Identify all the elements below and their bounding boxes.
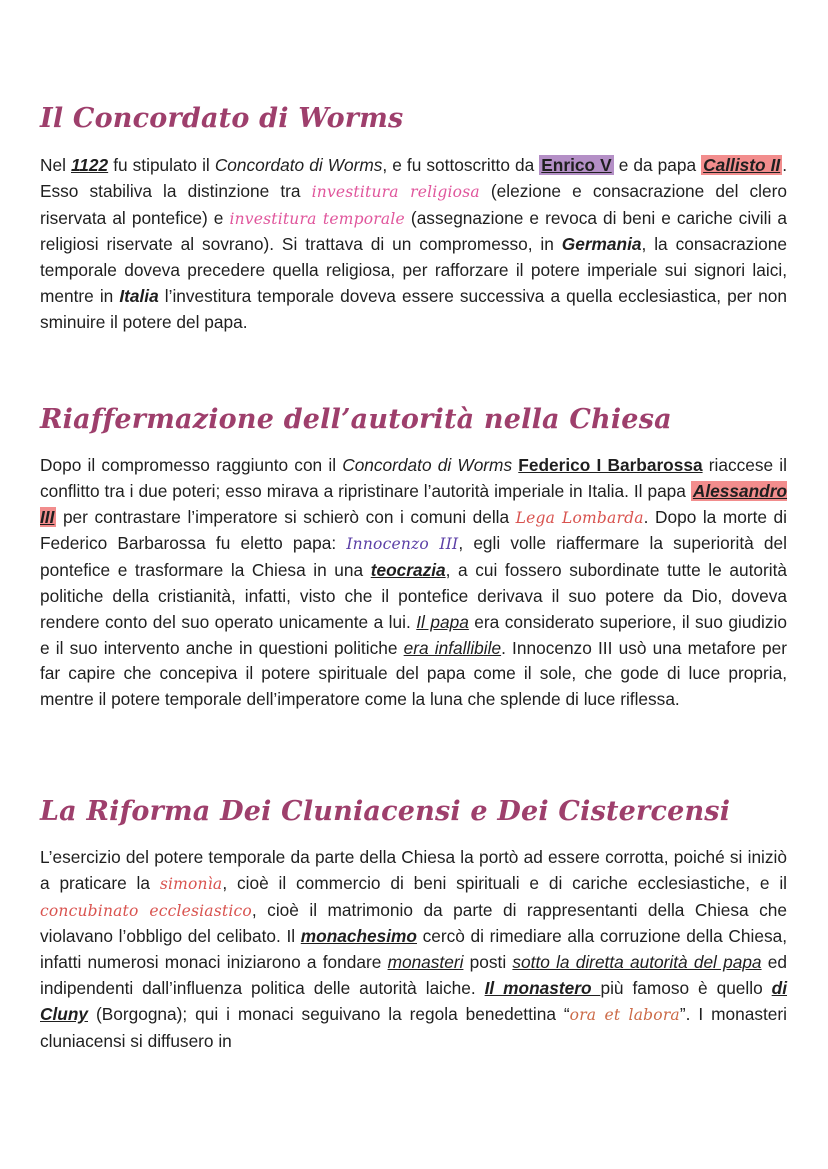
section-title-concordato: Il Concordato di Worms	[40, 103, 404, 134]
simonia-term: simonìa	[159, 874, 223, 893]
investitura-temporale-term: investitura temporale	[229, 209, 405, 228]
ora-et-labora-term: ora et labora	[569, 1005, 680, 1024]
year-1122: 1122	[70, 155, 109, 175]
callisto-ii-highlight: Callisto II	[703, 155, 781, 175]
section-title-riaffermazione: Riaffermazione dell’autorità nella Chiesa	[40, 404, 672, 435]
enrico-v-highlight: Enrico V	[541, 155, 612, 175]
lega-lombarda-term: Lega Lombarda	[515, 508, 644, 527]
innocenzo-iii-term: Innocenzo III	[346, 535, 459, 554]
concubinato-term: concubinato ecclesiastico	[40, 901, 252, 920]
paragraph-riaffermazione: Dopo il compromesso raggiunto con il Concordato di Worms Federico I Barbarossa riaccese il conflitto tra i due poteri; esso mirava a ripristinare l’autorità imperiale in Italia. Il papa Alessandro III per contrastare l’imperatore si schierò con i comuni della Lega Lombarda. Dopo la morte di Federico Barbarossa fu eletto papa: Innocenzo III, egli volle riaffermare la superiorità del pontefice e trasformare la Chiesa in una teocrazia, a cui fossero subordinate tutte le autorità politiche della cristianità, infatti, visto che il pontefice derivava il suo potere da Dio, doveva rendere conto del suo operato unicamente a lui. Il papa era considerato superiore, il suo giudizio e il suo intervento anche in questioni politiche era infallibile. Innocenzo III usò una metafore per far capire che concepiva il potere spirituale del papa come il sole, che gode di luce propria, mentre il potere temporale dell’imperatore come la luna che splende di luce riflessa.	[40, 455, 788, 710]
alessandro-iii-highlight: Alessandro III	[40, 480, 787, 527]
section-title-riforma: La Riforma Dei Cluniacensi e Dei Cistercensi	[40, 796, 731, 827]
investitura-religiosa-term: investitura religiosa	[311, 182, 480, 201]
federico-barbarossa: Federico I Barbarossa	[518, 455, 703, 475]
paragraph-concordato: Nel 1122 fu stipulato il Concordato di Worms, e fu sottoscritto da Enrico V e da papa Callisto II . Esso stabiliva la distinzione tra investitura religiosa (elezione e consacrazione del clero riservata al pontefice) e investitura temporale (assegnazione e revoca di beni e cariche civili a religiosi riservate al sovrano). Si trattava di un compromesso, in Germania, la consacrazione temporale doveva precedere quella religiosa, per rafforzare il potere imperiale sui signori laici, mentre in Italia l’investitura temporale doveva essere successiva a quella ecclesiastica, per non sminuire il potere del papa.	[40, 155, 788, 332]
paragraph-riforma: L’esercizio del potere temporale da parte della Chiesa la portò ad essere corrotta, poiché si iniziò a praticare la simonìa, cioè il commercio di beni spirituali e di cariche ecclesiastiche, e il concubinato ecclesiastico, cioè il matrimonio da parte di rappresentanti della Chiesa che violavano l’obbligo del celibato. Il monachesimo cercò di rimediare alla corruzione della Chiesa, infatti numerosi monaci iniziarono a fondare monasteri posti sotto la diretta autorità del papa ed indipendenti dall’influenza politica delle autorità laiche. Il monastero più famoso è quello di Cluny (Borgogna); qui i monaci seguivano la regola benedettina “ora et labora”. I monasteri cluniacensi si diffusero in	[40, 847, 788, 1051]
